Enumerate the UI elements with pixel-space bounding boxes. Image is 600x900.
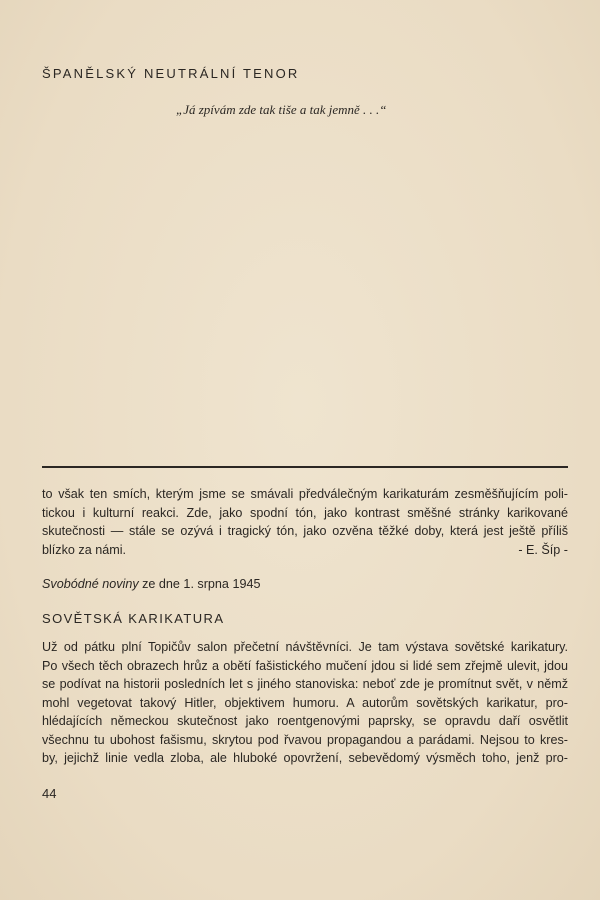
text-line: Po všech těch obrazech hrůz a obětí fašistického mučení jdou si lidé sem zřejmě ulevit, jdou — [42, 658, 568, 673]
cartoon-caption-title: ŠPANĚLSKÝ NEUTRÁLNÍ TENOR — [42, 66, 300, 81]
cartoon-caption-quote: „Já zpívám zde tak tiše a tak jemně . . .“ — [176, 102, 387, 117]
text-line: se podívat na historii posledních let s jiného stanoviska: neboť zde je promítnut svět, v němž — [42, 677, 568, 691]
text-line: tickou i kulturní reakci. Zde, jako spodní tón, jako kontrast směšné stránky karikované — [42, 505, 568, 520]
source-date: ze dne 1. srpna 1945 — [138, 577, 261, 591]
article-paragraph — [42, 638, 568, 768]
text-line: blízko za námi. — [42, 542, 126, 557]
page-number: 44 — [42, 786, 57, 801]
text-line: všechnu tu ubohost fašismu, skrytou pod řvavou propagandou a parádami. Nejsou to kres- — [42, 732, 568, 747]
text-line-with-signature — [42, 541, 568, 560]
source-citation — [42, 577, 260, 591]
text-line: hlédajících německou skutečnost jako roentgenovými paprsky, se opravdu daří osvětlit — [42, 714, 568, 728]
paragraph-continuation — [42, 485, 568, 559]
text-line: Už od pátku plní Topičův salon přečetní návštěvníci. Je tam výstava sovětské karikatury. — [42, 640, 568, 654]
text-line: mohl vegetovat takový Hitler, objektivem humoru. A autorům sovětských karikatur, pro- — [42, 695, 568, 710]
text-line: skutečnosti — stále se ozývá i tragický tón, jako ozvěna těžké doby, která jest ještě příliš — [42, 524, 568, 538]
horizontal-rule — [42, 466, 568, 468]
newspaper-name: Svobódné noviny — [42, 577, 139, 591]
author-signature: - E. Šíp - — [518, 542, 568, 557]
text-line: to však ten smích, kterým jsme se smávali předválečným karikaturám zesměšňujícím poli- — [42, 487, 568, 501]
text-line: by, jejichž linie vedla zloba, ale hluboké opovržení, sebevědomý výsměch toho, jenž pro- — [42, 751, 568, 765]
section-heading: SOVĚTSKÁ KARIKATURA — [42, 611, 225, 626]
